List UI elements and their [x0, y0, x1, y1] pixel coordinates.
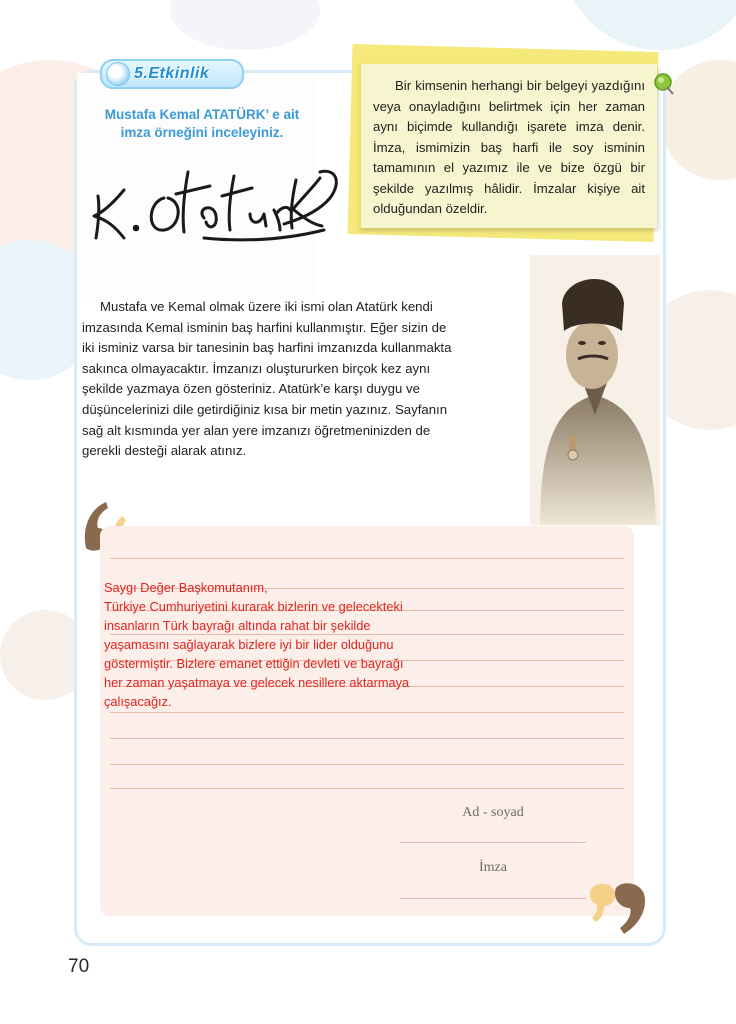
signature-field-label: İmza: [479, 860, 507, 875]
intro-line-1: Mustafa Kemal ATATÜRK’ e ait: [104, 107, 300, 122]
name-field-label: Ad - soyad: [462, 805, 524, 820]
letter-line: Türkiye Cumhuriyetini kurarak bizlerin ve gelecekteki: [104, 599, 403, 614]
background-circle: [170, 0, 320, 50]
intro-heading: [82, 106, 322, 142]
ruled-line: [110, 712, 624, 713]
letter-line: çalışacağız.: [104, 694, 172, 709]
instructions-text: [82, 297, 452, 462]
handwritten-letter: [104, 578, 444, 711]
letter-line: göstermiştir. Bizlere emanet ettiğin devleti ve bayrağı: [104, 656, 404, 671]
ruled-line: [110, 788, 624, 789]
ataturk-signature-image: [84, 158, 344, 248]
ruled-line: [110, 764, 624, 765]
letter-line: her zaman yaşatmaya ve gelecek nesillere aktarmaya: [104, 675, 410, 690]
definition-note: [358, 64, 657, 228]
intro-line-2: imza örneğini inceleyiniz.: [120, 125, 284, 140]
ruled-line: [110, 558, 624, 559]
ataturk-portrait-photo: [530, 255, 660, 525]
ruled-line: [110, 738, 624, 739]
letter-line: yaşamasını sağlayarak bizlere iyi bir lider olduğunu: [104, 637, 394, 652]
instructions-paragraph: Mustafa ve Kemal olmak üzere iki ismi olan Atatürk kendi imzasında Kemal isminin baş harfini kullanmıştır. Eğer sizin de iki isminiz varsa bir tanesinin baş harfini imzanızda kullanmakta sakınca olmayacaktır. İmzanızı oluştururken birçok kez aynı şekilde yazmaya özen gösteriniz. Atatürk’e karşı duygu ve düşüncelerinizi dile getirdiğiniz kısa bir metin yazınız. Sayfanın sağ alt kısmında yer alan yere imzanızı öğretmeninizden de gerekli desteği alarak atınız.: [82, 299, 452, 459]
pushpin-icon: [651, 70, 677, 96]
activity-badge: [100, 59, 244, 89]
activity-badge-label: 5.Etkinlik: [134, 65, 210, 82]
name-field-line: [400, 842, 586, 843]
quote-close-icon: [588, 880, 648, 936]
letter-writing-area: [100, 526, 634, 916]
activity-logo-icon: [106, 62, 130, 86]
signature-field-line: [400, 898, 586, 899]
letter-line: insanların Türk bayrağı altında rahat bir şekilde: [104, 618, 371, 633]
background-circle: [560, 0, 736, 50]
definition-text: Bir kimsenin herhangi bir belgeyi yazdığını veya onayladığını belirtmek için her zaman aynı biçimde kullandığı işarete imza denir. İmza, ismimizin baş harfi ile soy isminin tamamının el yazımız ile ve bize özgü bir şekilde yazılmış hâlidir. İmzalar kişiye ait olduğundan özeldir.: [373, 78, 645, 216]
page-number: 70: [68, 956, 90, 977]
letter-line: Saygı Değer Başkomutanım,: [104, 580, 268, 595]
